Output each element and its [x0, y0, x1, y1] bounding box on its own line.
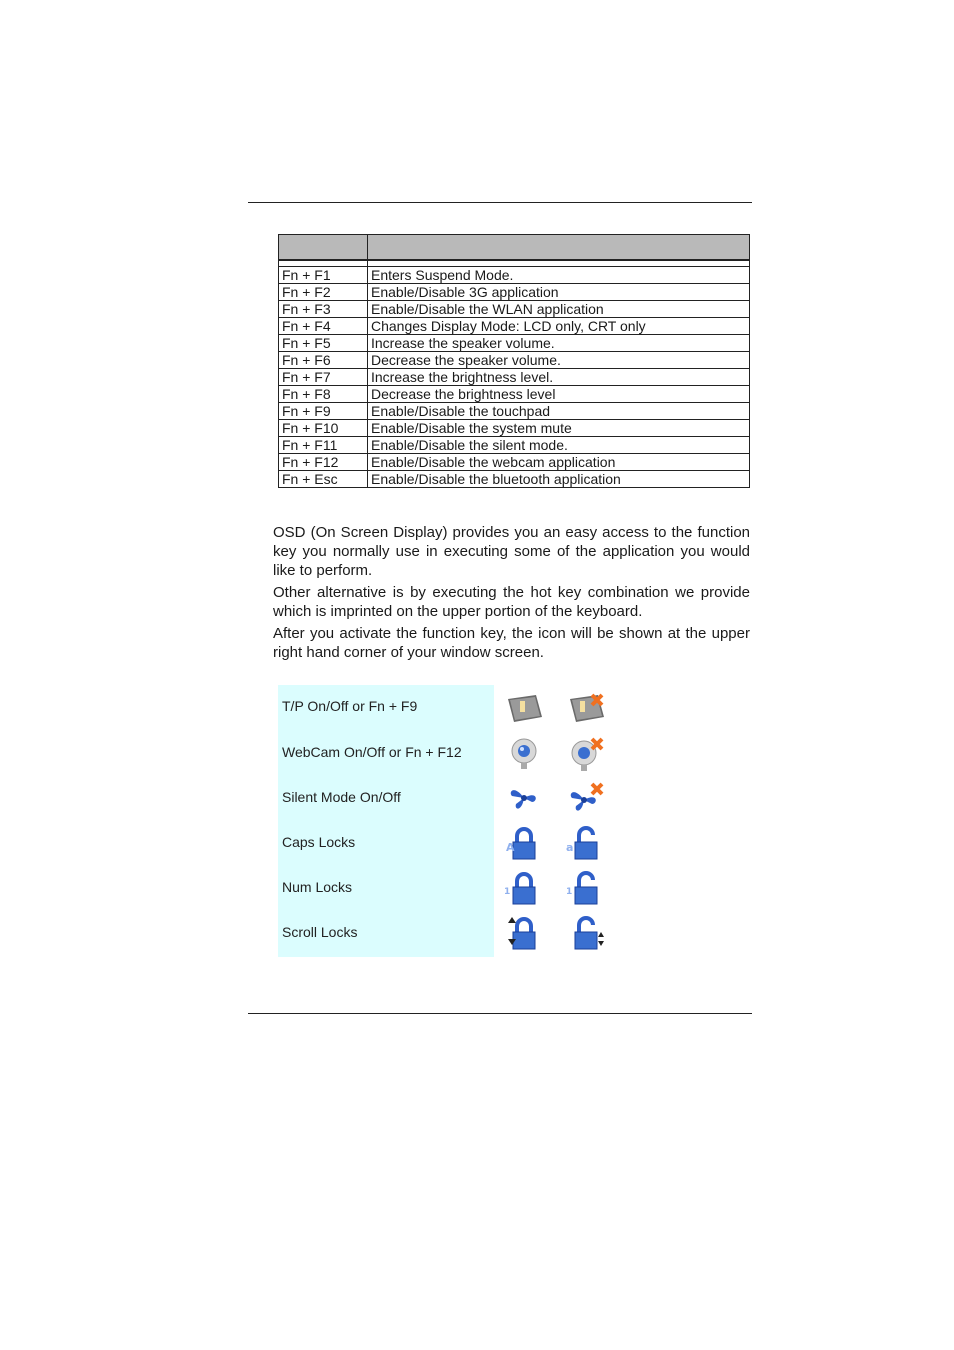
- table-row: [279, 335, 750, 352]
- function-key-cell: Fn + F12: [279, 454, 368, 471]
- function-key-cell: Fn + Esc: [279, 471, 368, 488]
- function-description-cell: Enable/Disable the silent mode.: [368, 437, 750, 454]
- header-key-column: [279, 235, 368, 261]
- osd-label: T/P On/Off or Fn + F9: [282, 698, 418, 714]
- osd-paragraph: After you activate the function key, the icon will be shown at the upper right hand corner of your window screen.: [273, 625, 750, 661]
- osd-label: WebCam On/Off or Fn + F12: [282, 744, 462, 760]
- scroll-lock-off-icon: [566, 915, 606, 953]
- table-row: [279, 454, 750, 471]
- function-key-cell: Fn + F6: [279, 352, 368, 369]
- function-description-cell: Enable/Disable 3G application: [368, 284, 750, 301]
- function-description-cell: Changes Display Mode: LCD only, CRT only: [368, 318, 750, 335]
- touchpad-off-icon: [566, 689, 606, 727]
- top-rule: [248, 202, 752, 203]
- function-key-table: [278, 234, 750, 488]
- fan-on-icon: [504, 780, 544, 818]
- osd-paragraph: Other alternative is by executing the hot key combination we provide which is imprinted on the upper portion of the keyboard.: [273, 584, 750, 620]
- osd-description: [273, 523, 750, 665]
- touchpad-on-icon: [504, 689, 544, 727]
- osd-label: Caps Locks: [282, 834, 356, 850]
- function-description-cell: Increase the brightness level.: [368, 369, 750, 386]
- table-row: [279, 352, 750, 369]
- fan-off-icon: [566, 780, 606, 818]
- num-lock-on-icon: [504, 870, 544, 908]
- function-description-cell: Enable/Disable the WLAN application: [368, 301, 750, 318]
- osd-row-caps-lock: [278, 821, 638, 866]
- svg-text:A: A: [506, 841, 515, 854]
- webcam-on-icon: [504, 735, 544, 773]
- scroll-lock-on-icon: [504, 915, 544, 953]
- osd-label: Num Locks: [282, 879, 353, 895]
- function-key-cell: Fn + F9: [279, 403, 368, 420]
- function-key-cell: Fn + F11: [279, 437, 368, 454]
- svg-text:a: a: [566, 841, 574, 854]
- table-row: [279, 267, 750, 284]
- table-row: [279, 420, 750, 437]
- function-description-cell: Enters Suspend Mode.: [368, 267, 750, 284]
- function-description-cell: Enable/Disable the touchpad: [368, 403, 750, 420]
- table-row: [279, 284, 750, 301]
- table-row: [279, 437, 750, 454]
- function-key-cell: Fn + F2: [279, 284, 368, 301]
- table-header-row: [279, 235, 750, 261]
- caps-lock-off-icon: [566, 825, 606, 863]
- osd-row-silent-mode: [278, 776, 638, 821]
- osd-label: Silent Mode On/Off: [282, 789, 401, 805]
- header-description-column: [368, 235, 750, 261]
- function-key-cell: Fn + F1: [279, 267, 368, 284]
- osd-row-num-lock: [278, 866, 638, 911]
- osd-paragraph: OSD (On Screen Display) provides you an easy access to the function key you normally use in executing some of the application you would like to perform.: [273, 524, 750, 579]
- function-key-cell: Fn + F7: [279, 369, 368, 386]
- function-key-cell: Fn + F10: [279, 420, 368, 437]
- osd-row-webcam: [278, 731, 638, 776]
- osd-row-scroll-lock: [278, 911, 638, 956]
- table-row: [279, 369, 750, 386]
- function-description-cell: Enable/Disable the system mute: [368, 420, 750, 437]
- osd-label: Scroll Locks: [282, 924, 358, 940]
- function-key-cell: Fn + F8: [279, 386, 368, 403]
- num-lock-off-icon: [566, 870, 606, 908]
- bottom-rule: [248, 1013, 752, 1014]
- table-row: [279, 386, 750, 403]
- table-row: [279, 471, 750, 488]
- svg-text:1: 1: [504, 887, 511, 897]
- table-row: [279, 318, 750, 335]
- function-key-cell: Fn + F5: [279, 335, 368, 352]
- webcam-off-icon: [566, 735, 606, 773]
- function-description-cell: Enable/Disable the webcam application: [368, 454, 750, 471]
- table-row: [279, 301, 750, 318]
- caps-lock-on-icon: [504, 825, 544, 863]
- function-description-cell: Enable/Disable the bluetooth application: [368, 471, 750, 488]
- osd-row-touchpad: [278, 685, 638, 730]
- function-key-cell: Fn + F4: [279, 318, 368, 335]
- function-description-cell: Decrease the speaker volume.: [368, 352, 750, 369]
- function-description-cell: Increase the speaker volume.: [368, 335, 750, 352]
- function-key-cell: Fn + F3: [279, 301, 368, 318]
- svg-text:1: 1: [566, 887, 573, 897]
- function-description-cell: Decrease the brightness level: [368, 386, 750, 403]
- table-row: [279, 403, 750, 420]
